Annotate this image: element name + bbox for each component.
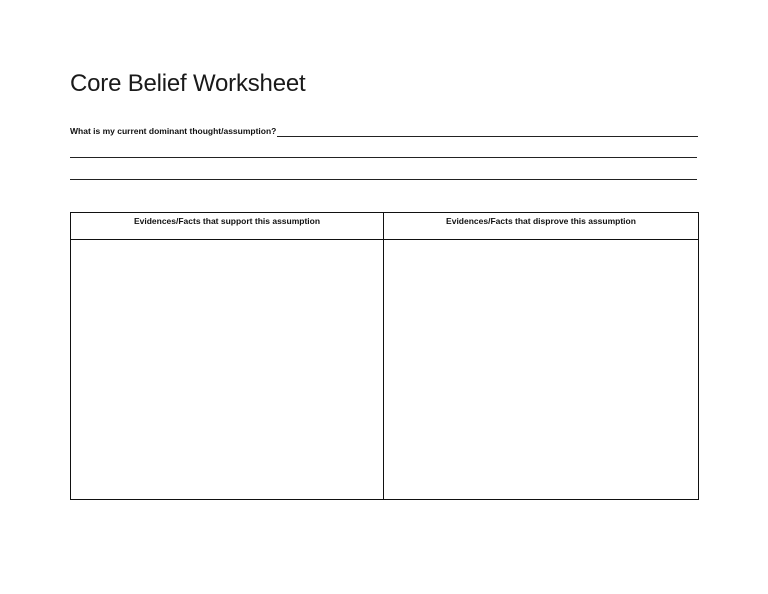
answer-line[interactable] <box>70 179 697 180</box>
disprove-column-header: Evidences/Facts that disprove this assumption <box>384 213 698 240</box>
answer-line-inline[interactable] <box>277 126 698 137</box>
worksheet-title: Core Belief Worksheet <box>70 70 306 97</box>
support-evidence-cell[interactable] <box>71 240 384 499</box>
question-label: What is my current dominant thought/assumption? <box>70 126 277 136</box>
dominant-thought-question <box>70 123 698 137</box>
evidence-table <box>70 212 699 500</box>
support-column-header: Evidences/Facts that support this assumption <box>71 213 384 240</box>
disprove-evidence-cell[interactable] <box>384 240 698 499</box>
answer-line[interactable] <box>70 157 697 158</box>
